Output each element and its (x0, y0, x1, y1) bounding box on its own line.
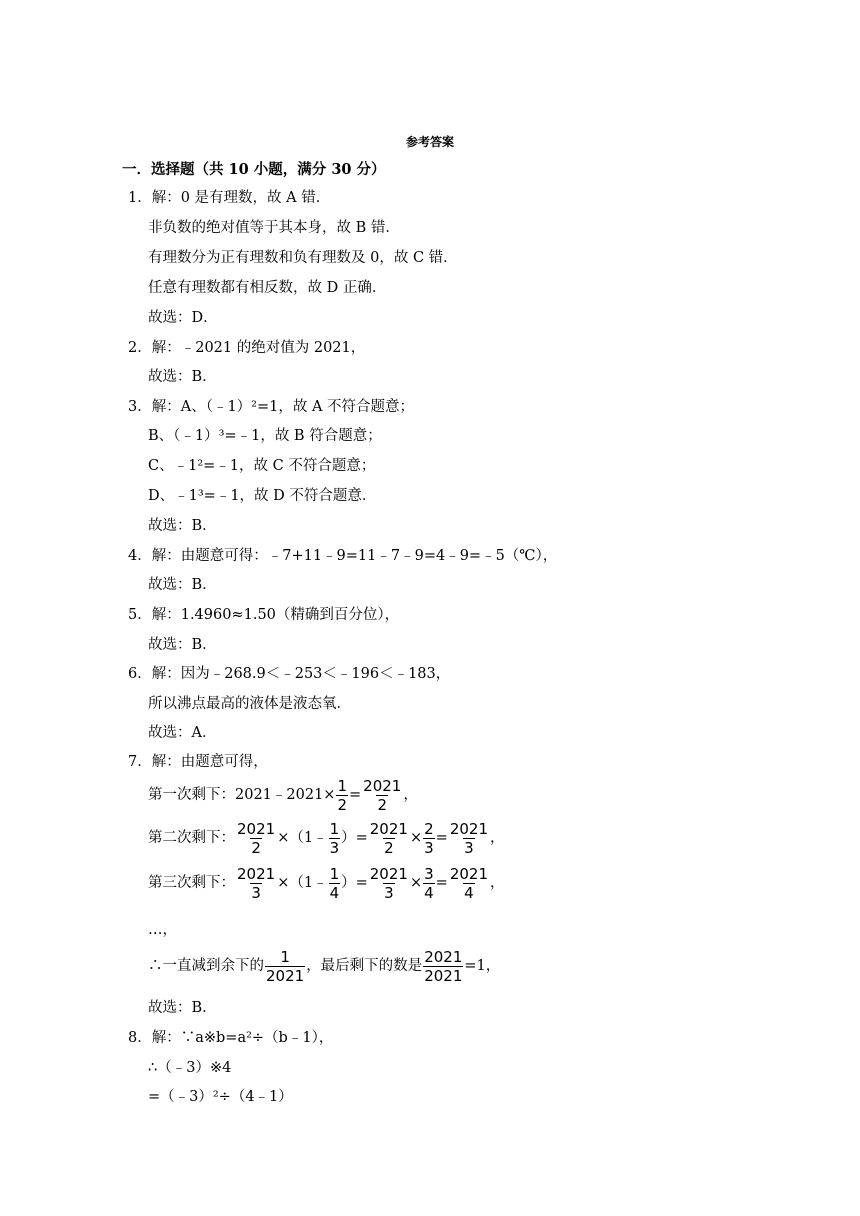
q7-conclusion-prefix: ∴一直减到余下的 (148, 958, 264, 974)
fraction-1-2021: $\frac{1}{2021}$ (266, 947, 305, 985)
q3-line-2: B、（﹣1）³=﹣1，故 B 符合题意； (148, 428, 382, 444)
q1-line-3: 有理数分为正有理数和负有理数及 0，故 C 错． (148, 250, 458, 266)
fraction-2021-4: $\frac{2021}{4}$ (449, 864, 488, 902)
q3-line-3: C、﹣1²=﹣1，故 C 不符合题意； (148, 458, 376, 474)
q3-line-5: 故选：B． (148, 518, 217, 534)
q1-line-2: 非负数的绝对值等于其本身，故 B 错． (148, 220, 400, 236)
fraction-1-4: $\frac{1}{4}$ (329, 864, 340, 902)
q7-second-remainder: 第二次剩下： $\frac{2021}{2}$ ×（1﹣ $\frac{1}{3}$ ）= $\frac{2021}{2}$ × $\frac{2}{3}$ = $\frac{2021}{3}$ ， (148, 819, 505, 857)
q2-line-2: 故选：B． (148, 369, 217, 385)
q7-ellipsis: …， (148, 922, 177, 938)
fraction-2021-2: $\frac{2021}{2}$ (363, 776, 402, 814)
q7-line-end: 故选：B． (148, 1000, 217, 1016)
q7-line-1: 7．解：由题意可得， (128, 754, 268, 770)
q4-line-1: 4．解：由题意可得：﹣7+11﹣9=11﹣7﹣9=4﹣9=﹣5（℃）， (128, 548, 558, 564)
q8-line-2: ∴（﹣3）※4 (148, 1060, 232, 1076)
q1-line-5: 故选：D． (148, 310, 218, 326)
fraction-3-4: $\frac{3}{4}$ (424, 864, 434, 902)
fraction-2021-3-c: $\frac{2021}{3}$ (369, 864, 408, 902)
q7-third-prefix: 第三次剩下： (148, 875, 235, 891)
q2-line-1: 2．解：﹣2021 的绝对值为 2021， (128, 340, 366, 356)
q6-line-3: 故选：A． (148, 725, 217, 741)
q7-conclusion (148, 946, 500, 986)
fraction-2021-2-c: $\frac{2021}{2}$ (369, 819, 408, 857)
q1-line-1: 1．解：0 是有理数，故 A 错． (128, 190, 331, 206)
q5-line-1: 5．解：1.4960≈1.50（精确到百分位）， (128, 607, 400, 623)
q7-third-remainder: 第三次剩下： $\frac{2021}{3}$ ×（1﹣ $\frac{1}{4}$ ）= $\frac{2021}{3}$ × $\frac{3}{4}$ = $\frac{2021}{4}$ ， (148, 864, 505, 902)
fraction-2021-3-b: $\frac{2021}{3}$ (237, 864, 276, 902)
page-title: 参考答案 (405, 135, 454, 149)
fraction-2021-3: $\frac{2021}{3}$ (449, 819, 488, 857)
q3-line-4: D、﹣1³=﹣1，故 D 不符合题意． (148, 488, 377, 504)
fraction-2021-2021: $\frac{2021}{2021}$ (424, 947, 463, 985)
section-heading: 一．选择题（共 10 小题，满分 30 分） (122, 161, 386, 178)
fraction-2021-2-b: $\frac{2021}{2}$ (237, 819, 276, 857)
q8-line-1: 8．解：∵a※b=a²÷（b﹣1）， (128, 1030, 334, 1046)
q7-first-remainder: 第一次剩下：2021﹣2021× $\frac{1}{2}$ = $\frac{2021}{2}$ ， (148, 776, 418, 814)
q7-first-prefix: 第一次剩下：2021﹣2021× (148, 787, 336, 803)
q3-line-1: 3．解：A、（﹣1）²=1，故 A 不符合题意； (128, 399, 415, 415)
q7-conclusion-mid: ，最后剩下的数是 (306, 958, 423, 974)
q6-line-2: 所以沸点最高的液体是液态氧． (148, 696, 351, 712)
q8-line-3: =（﹣3）²÷（4﹣1） (148, 1089, 293, 1105)
q5-line-2: 故选：B． (148, 637, 217, 653)
fraction-2-3: $\frac{2}{3}$ (424, 819, 434, 857)
q7-conclusion-suffix: =1， (464, 958, 501, 974)
fraction-1-3: $\frac{1}{3}$ (329, 819, 340, 857)
q6-line-1: 6．解：因为﹣268.9＜﹣253＜﹣196＜﹣183， (128, 666, 451, 682)
q1-line-4: 任意有理数都有相反数，故 D 正确． (148, 280, 387, 296)
fraction-1-2: $\frac{1}{2}$ (337, 776, 347, 814)
q7-second-prefix: 第二次剩下： (148, 830, 235, 846)
q4-line-2: 故选：B． (148, 577, 217, 593)
